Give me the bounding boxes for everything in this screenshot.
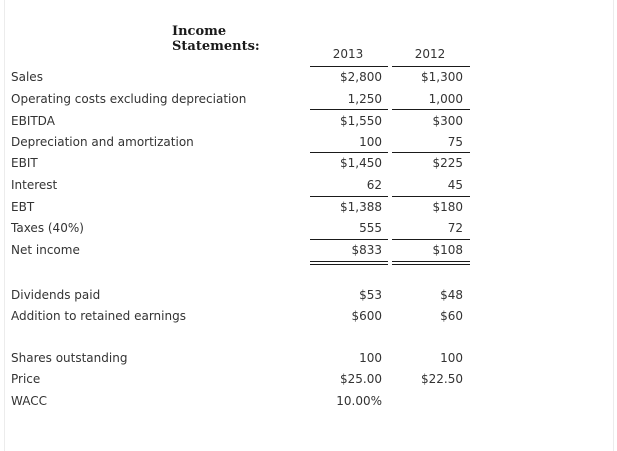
column-header-2012: 2012	[414, 47, 446, 61]
subtotal-line-2013	[310, 109, 388, 110]
value-2012: $300	[432, 114, 463, 128]
table-row	[0, 176, 617, 196]
table-row	[0, 370, 617, 390]
value-2013: 555	[359, 221, 382, 235]
row-label: Depreciation and amortization	[11, 135, 194, 149]
column-header-row	[0, 45, 617, 65]
value-2012: $60	[440, 309, 463, 323]
value-2013: $53	[359, 288, 382, 302]
header-underline-2013	[310, 66, 388, 67]
value-2013: $600	[351, 309, 382, 323]
value-2013: $1,388	[340, 200, 382, 214]
table-row	[0, 154, 617, 174]
value-2013: 1,250	[347, 92, 382, 106]
value-2012: $108	[432, 243, 463, 257]
row-label: EBT	[11, 200, 35, 214]
double-underline-2012	[392, 261, 470, 265]
row-label: Dividends paid	[11, 288, 101, 302]
value-2013: $833	[351, 243, 382, 257]
value-2012: 1,000	[428, 92, 463, 106]
value-2013: $1,450	[340, 156, 382, 170]
table-row	[0, 241, 617, 261]
table-row	[0, 112, 617, 132]
value-2012: $225	[432, 156, 463, 170]
table-row	[0, 68, 617, 88]
row-label: EBITDA	[11, 114, 55, 128]
row-label: WACC	[11, 394, 47, 408]
value-2012: $48	[440, 288, 463, 302]
row-label: Price	[11, 372, 41, 386]
subtotal-line-2013	[310, 196, 388, 197]
row-label: Addition to retained earnings	[11, 309, 186, 323]
page-title: Income Statements:	[172, 24, 260, 54]
row-label: Interest	[11, 178, 58, 192]
value-2012: 45	[447, 178, 463, 192]
value-2012: $180	[432, 200, 463, 214]
row-label: Shares outstanding	[11, 351, 128, 365]
subtotal-line-2012	[392, 109, 470, 110]
value-2012: 75	[447, 135, 463, 149]
value-2012: $22.50	[421, 372, 463, 386]
double-underline-2013	[310, 261, 388, 265]
table-row	[0, 349, 617, 369]
table-row	[0, 392, 617, 412]
value-2012: 72	[447, 221, 463, 235]
value-2013: 10.00%	[336, 394, 382, 408]
row-label: Taxes (40%)	[11, 221, 84, 235]
subtotal-line-2012	[392, 152, 470, 153]
row-label: Operating costs excluding depreciation	[11, 92, 247, 106]
subtotal-line-2013	[310, 152, 388, 153]
subtotal-line-2012	[392, 196, 470, 197]
value-2013: 100	[359, 135, 382, 149]
column-header-2013: 2013	[332, 47, 364, 61]
row-label: Sales	[11, 70, 43, 84]
table-row	[0, 198, 617, 218]
value-2013: 62	[366, 178, 382, 192]
row-label: EBIT	[11, 156, 38, 170]
table-row	[0, 307, 617, 327]
value-2013: $1,550	[340, 114, 382, 128]
value-2013: $2,800	[340, 70, 382, 84]
header-underline-2012	[392, 66, 470, 67]
value-2013: $25.00	[340, 372, 382, 386]
subtotal-line-2013	[310, 239, 388, 240]
value-2012: 100	[440, 351, 463, 365]
table-row	[0, 90, 617, 110]
value-2012: $1,300	[421, 70, 463, 84]
table-row	[0, 219, 617, 239]
row-label: Net income	[11, 243, 80, 257]
table-row	[0, 286, 617, 306]
value-2013: 100	[359, 351, 382, 365]
subtotal-line-2012	[392, 239, 470, 240]
table-row	[0, 133, 617, 153]
